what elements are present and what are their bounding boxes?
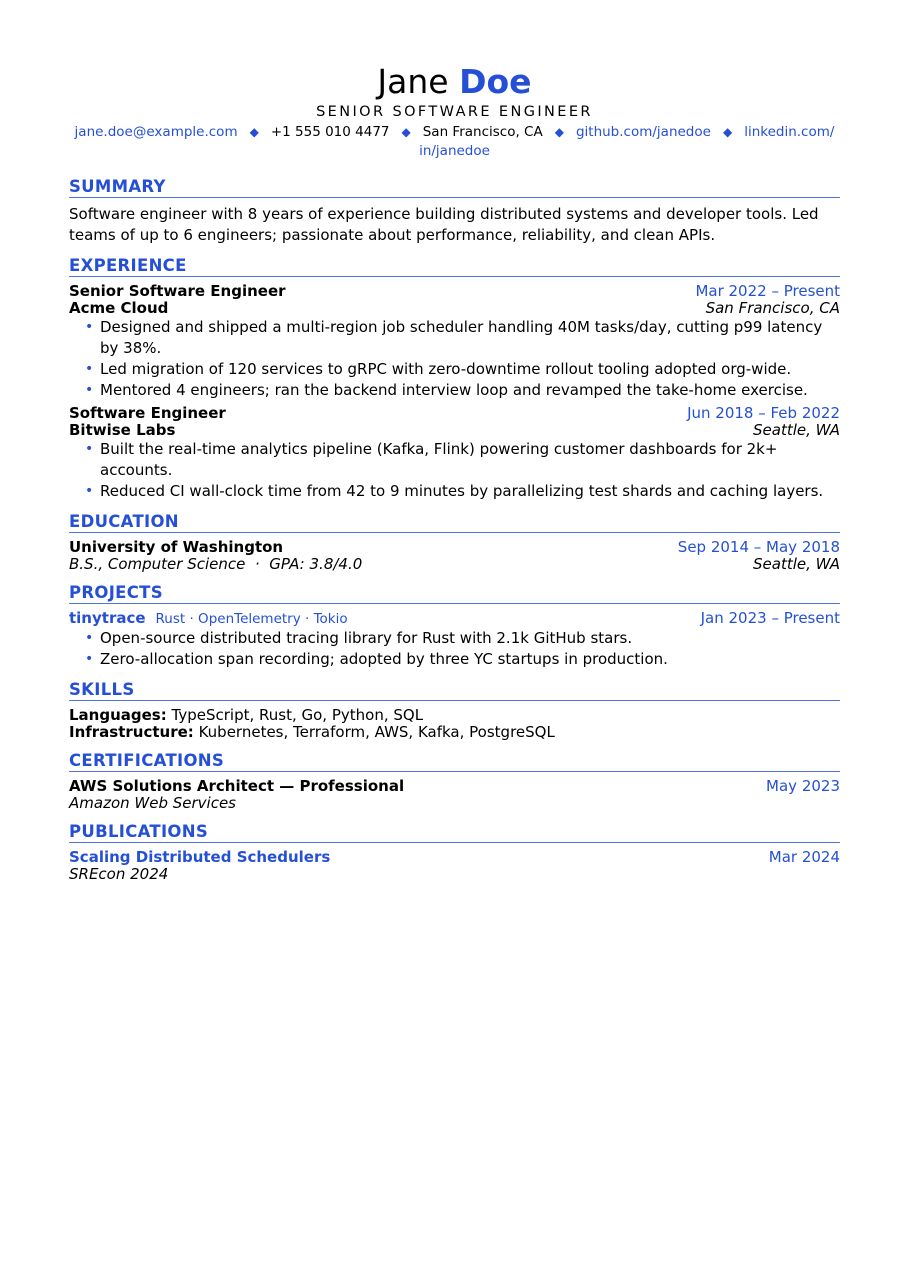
skills-infra-label: Infrastructure: [69, 723, 194, 741]
experience-bullets [69, 439, 840, 502]
publication-row [69, 849, 840, 866]
experience-company-row [69, 300, 840, 317]
summary-heading: SUMMARY [69, 177, 840, 198]
summary-text: Software engineer with 8 years of experience building distributed systems and developer tools. Led teams of up to 6 engineers; passionate about performance, reliability, and clean APIs. [69, 205, 819, 244]
certification-name: AWS Solutions Architect — Professional [69, 777, 405, 795]
certifications-heading: CERTIFICATIONS [69, 751, 840, 772]
publication-date: Mar 2024 [768, 848, 840, 866]
project-bullets [69, 628, 840, 670]
github-link[interactable]: github.com/janedoe [575, 124, 711, 140]
bullet-item: • Mentored 4 engineers; ran the backend interview loop and revamped the take-home exercise. [100, 380, 840, 401]
education-dates: Sep 2014 – May 2018 [677, 538, 840, 556]
experience-entry [69, 405, 840, 502]
email-link[interactable]: jane.doe@example.com [74, 124, 238, 140]
publications-section [69, 822, 840, 883]
bullet-item: • Led migration of 120 services to gRPC with zero-downtime rollout tooling adopted org-wide. [100, 359, 840, 380]
education-degree-row [69, 556, 840, 573]
experience-company: Acme Cloud [69, 299, 169, 317]
education-degree: B.S., Computer Science [69, 555, 246, 573]
experience-role-row [69, 283, 840, 300]
diamond-separator-icon: ◆ [249, 125, 259, 139]
experience-company: Bitwise Labs [69, 421, 176, 439]
linkedin-link-part2: in/janedoe [419, 143, 490, 159]
bullet-item: • Open-source distributed tracing library for Rust with 2.1k GitHub stars. [100, 628, 840, 649]
education-gpa: GPA: 3.8/4.0 [269, 555, 363, 573]
project-tech: Rust · OpenTelemetry · Tokio [155, 611, 348, 627]
diamond-separator-icon: ◆ [401, 125, 411, 139]
experience-heading: EXPERIENCE [69, 256, 840, 277]
skills-infrastructure [69, 724, 840, 741]
publication-venue-row [69, 866, 840, 883]
bullet-item: • Reduced CI wall-clock time from 42 to 9 minutes by parallelizing test shards and caching layers. [100, 481, 840, 502]
education-degree-line: B.S., Computer Science · GPA: 3.8/4.0 [69, 555, 363, 573]
certification-issuer-row [69, 795, 840, 812]
project-title-row [69, 610, 840, 628]
diamond-separator-icon: ◆ [554, 125, 564, 139]
publications-heading: PUBLICATIONS [69, 822, 840, 843]
experience-dates: Mar 2022 – Present [695, 282, 840, 300]
skills-languages-label: Languages: [69, 706, 167, 724]
candidate-name [69, 63, 840, 101]
diamond-separator-icon: ◆ [722, 125, 733, 139]
experience-company-row [69, 422, 840, 439]
experience-bullets [69, 317, 840, 401]
phone-number: +1 555 010 4477 [270, 124, 390, 140]
projects-section [69, 583, 840, 670]
education-school-row [69, 539, 840, 556]
certification-issuer: Amazon Web Services [69, 794, 236, 812]
bullet-item: • Built the real-time analytics pipeline (Kafka, Flink) powering customer dashboards for 2k+ accounts. [100, 439, 840, 481]
project-name: tinytrace [69, 609, 146, 627]
skills-infra-value: Kubernetes, Terraform, AWS, Kafka, PostgreSQL [198, 723, 555, 741]
certifications-section [69, 751, 840, 812]
skills-languages-value: TypeScript, Rust, Go, Python, SQL [171, 706, 424, 724]
experience-section [69, 256, 840, 502]
experience-dates: Jun 2018 – Feb 2022 [687, 404, 840, 422]
experience-role-row [69, 405, 840, 422]
project-dates: Jan 2023 – Present [700, 609, 840, 627]
certification-date: May 2023 [766, 777, 840, 795]
project-title-line [69, 610, 348, 628]
contact-line [67, 123, 842, 161]
experience-role: Software Engineer [69, 404, 226, 422]
summary-section [69, 177, 840, 246]
education-section [69, 512, 840, 573]
last-name: Doe [459, 62, 532, 101]
skills-languages [69, 707, 840, 724]
skills-section [69, 680, 840, 741]
experience-location: Seattle, WA [753, 421, 840, 439]
education-location: Seattle, WA [753, 555, 840, 573]
projects-heading: PROJECTS [69, 583, 840, 604]
experience-location: San Francisco, CA [705, 299, 840, 317]
location: San Francisco, CA [422, 124, 543, 140]
first-name: Jane [377, 62, 449, 101]
publication-venue: SREcon 2024 [69, 865, 169, 883]
education-school: University of Washington [69, 538, 284, 556]
linkedin-link-part1: linkedin.com/ [744, 124, 835, 140]
job-title: SENIOR SOFTWARE ENGINEER [316, 104, 593, 120]
certification-row [69, 778, 840, 795]
experience-entry [69, 283, 840, 401]
bullet-item: • Designed and shipped a multi-region job scheduler handling 40M tasks/day, cutting p99 latency by 38%. [100, 317, 840, 359]
publication-title: Scaling Distributed Schedulers [69, 848, 331, 866]
skills-heading: SKILLS [69, 680, 840, 701]
bullet-item: • Zero-allocation span recording; adopted by three YC startups in production. [100, 649, 840, 670]
education-heading: EDUCATION [69, 512, 840, 533]
resume-header [69, 0, 840, 161]
experience-role: Senior Software Engineer [69, 282, 286, 300]
